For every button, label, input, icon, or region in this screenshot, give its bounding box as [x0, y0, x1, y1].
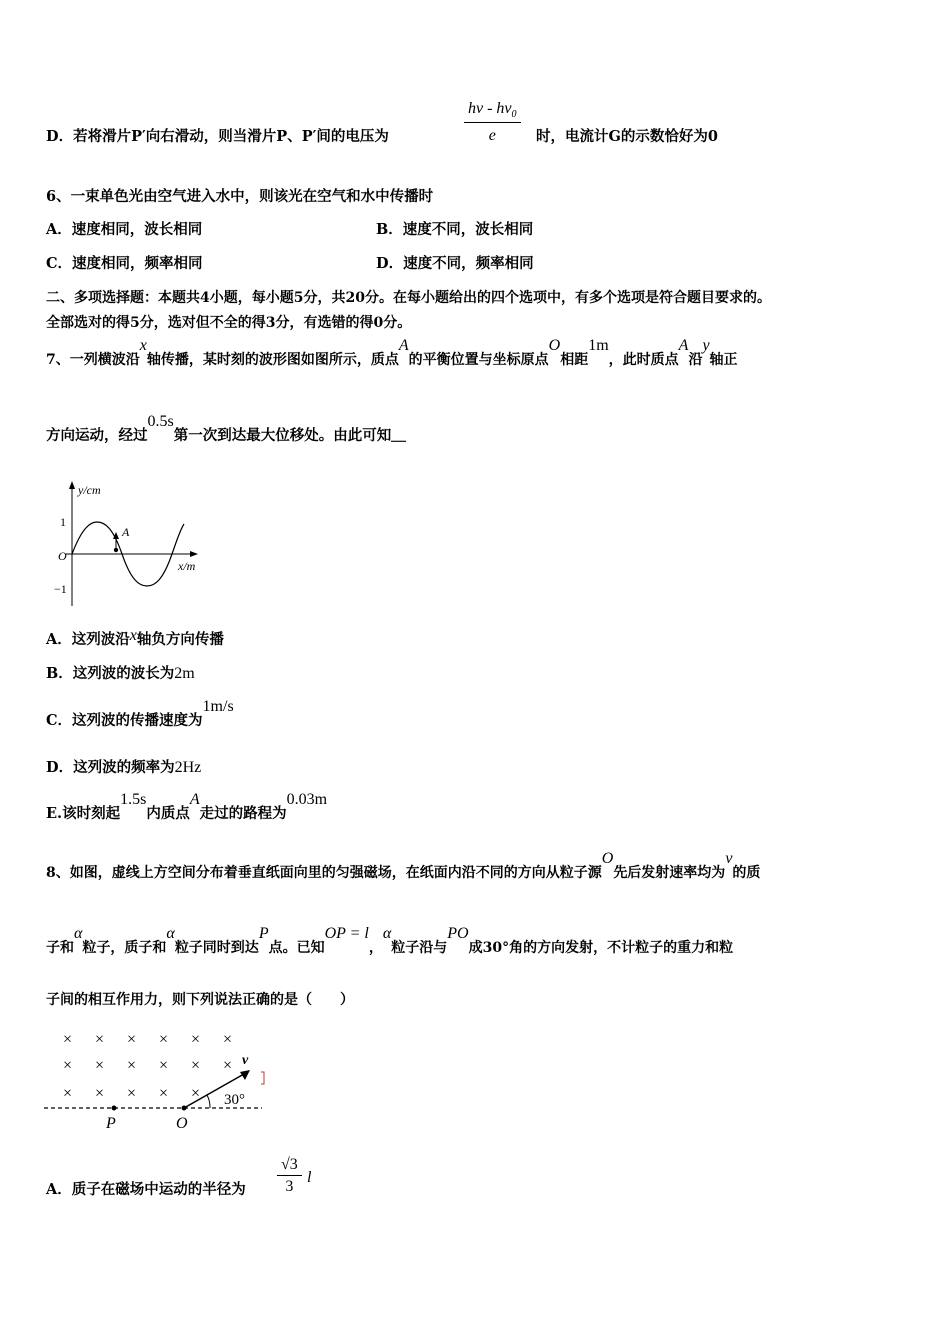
fraction-numerator: √3 [277, 1156, 302, 1176]
var-a: A [398, 337, 409, 354]
prev-option-d-tail-text: 时，电流计G的示数恰好为0 [536, 128, 718, 145]
var-x: x [129, 627, 137, 644]
point-p [112, 1106, 117, 1111]
prev-option-d-tail [536, 127, 718, 147]
var-alpha: α [166, 925, 175, 942]
y-tick-1: 1 [60, 515, 66, 529]
var-o: O [548, 337, 561, 354]
q6-option-c [46, 254, 203, 274]
prev-option-d [46, 127, 389, 147]
angle-arc [207, 1095, 210, 1108]
field-cross: × [63, 1057, 73, 1074]
field-cross: × [223, 1031, 233, 1048]
fraction-numerator: hν - $h\nu_0$ [464, 100, 521, 123]
q7-option-a: A．这列波沿x轴负方向传播 [46, 627, 224, 648]
var-a: A [678, 337, 689, 354]
field-cross: × [127, 1057, 137, 1074]
q7-option-e: E.该时刻起1.5s内质点A走过的路程为0.03m [46, 791, 328, 822]
angle-label: 30° [224, 1092, 245, 1108]
q6-option-c-text: C．速度相同，频率相同 [46, 255, 203, 272]
field-cross: × [191, 1031, 201, 1048]
q7-option-c: C．这列波的传播速度为1m/s [46, 698, 234, 729]
q8-stem-line3 [46, 990, 354, 1010]
var-alpha: α [382, 925, 392, 942]
q8-stem-line3-text: 子间的相互作用力，则下列说法正确的是（ ） [46, 992, 354, 1008]
q6-option-b-text: B．速度不同，波长相同 [376, 221, 534, 238]
q6-option-a-text: A．速度相同，波长相同 [46, 221, 203, 238]
distance-value: 1m [588, 337, 609, 354]
path-value: 0.03m [286, 791, 328, 808]
q6-stem [46, 187, 433, 207]
bracket-mark [261, 1072, 264, 1084]
fraction-denominator: e [488, 127, 496, 145]
q8-option-a-text: A．质子在磁场中运动的半径为 [46, 1181, 246, 1198]
q6-option-d [376, 254, 534, 274]
point-o-label: O [176, 1115, 188, 1132]
radius-fraction [277, 1156, 302, 1196]
x-axis-arrow [190, 551, 198, 557]
var-a: A [189, 791, 200, 808]
field-cross: × [95, 1057, 105, 1074]
frequency-value: 2Hz [174, 759, 202, 776]
q7-option-d: D．这列波的频率为2Hz [46, 759, 202, 776]
prev-option-d-text: D．若将滑片P′向右滑动，则当滑片P、P′间的电压为 [46, 128, 389, 145]
q8-stem-line1: 8、如图，虚线上方空间分布着垂直纸面向里的匀强磁场，在纸面内沿不同的方向从粒子源O先后发射速率均为v的质 [46, 850, 761, 881]
speed-value: 1m/s [202, 698, 234, 715]
field-cross: × [223, 1057, 233, 1074]
magnetic-field-figure [44, 1024, 274, 1134]
time-value: 1.5s [120, 791, 147, 808]
wavelength-value: 2m [174, 665, 195, 682]
q7-option-b: B．这列波的波长为2m [46, 665, 195, 682]
field-cross: × [63, 1031, 73, 1048]
field-cross: × [159, 1057, 169, 1074]
var-alpha: α [74, 925, 83, 942]
q6-option-b [376, 220, 533, 240]
y-tick-neg1: −1 [54, 582, 67, 596]
section2-line2-text: 全部选对的得5分，选对但不全的得3分，有选错的得0分。 [46, 315, 412, 331]
var-v: v [725, 850, 733, 867]
var-o: O [601, 850, 614, 867]
q6-option-a [46, 220, 202, 240]
section2-line1 [46, 288, 771, 308]
var-po: PO [447, 925, 469, 942]
fraction-denominator: 3 [285, 1178, 294, 1195]
field-cross: × [159, 1031, 169, 1048]
x-axis-label: x/m [178, 559, 196, 573]
section2-line1-text: 二、多项选择题：本题共4小题，每小题5分，共20分。在每小题给出的四个选项中，有多个选项是符合题目要求的。 [46, 290, 771, 306]
q7-stem-line1: 7、一列横波沿x轴传播，某时刻的波形图如图所示，质点A的平衡位置与坐标原点O相距1m，此时质点A沿y轴正 [46, 337, 738, 368]
q7-stem-line2: 方向运动，经过0.5s第一次到达最大位移处。由此可知＿ [46, 413, 406, 444]
equation-op: OP = l [324, 925, 369, 942]
var-l: l [307, 1169, 312, 1186]
wave-graph [46, 478, 216, 618]
field-crosses [63, 1031, 232, 1102]
section2-line2 [46, 313, 411, 333]
origin-label: O [58, 549, 67, 563]
point-p-label: P [106, 1115, 116, 1132]
field-cross: × [159, 1085, 169, 1102]
voltage-fraction [464, 100, 521, 145]
time-value: 0.5s [147, 413, 174, 430]
field-cross: × [191, 1057, 201, 1074]
field-cross: × [127, 1031, 137, 1048]
velocity-label: v [242, 1053, 249, 1068]
field-cross: × [95, 1031, 105, 1048]
var-p: P [258, 925, 269, 942]
field-cross: × [191, 1085, 201, 1102]
field-cross: × [127, 1085, 137, 1102]
q6-stem-text: 6、一束单色光由空气进入水中，则该光在空气和水中传播时 [46, 188, 434, 205]
q6-option-d-text: D．速度不同，频率相同 [376, 255, 534, 272]
q8-stem-line2: 子和α粒子，质子和α粒子同时到达P点。已知OP = l，α粒子沿与PO成30°角的方向发射，不计粒子的重力和粒 [46, 925, 734, 956]
y-axis-arrow [69, 481, 75, 489]
var-y: y [702, 337, 710, 354]
field-cross: × [63, 1085, 73, 1102]
point-a-label: A [122, 525, 130, 539]
y-axis-label: y/cm [78, 483, 101, 497]
var-x: x [139, 337, 147, 354]
q8-option-a [46, 1180, 246, 1200]
field-cross: × [95, 1085, 105, 1102]
